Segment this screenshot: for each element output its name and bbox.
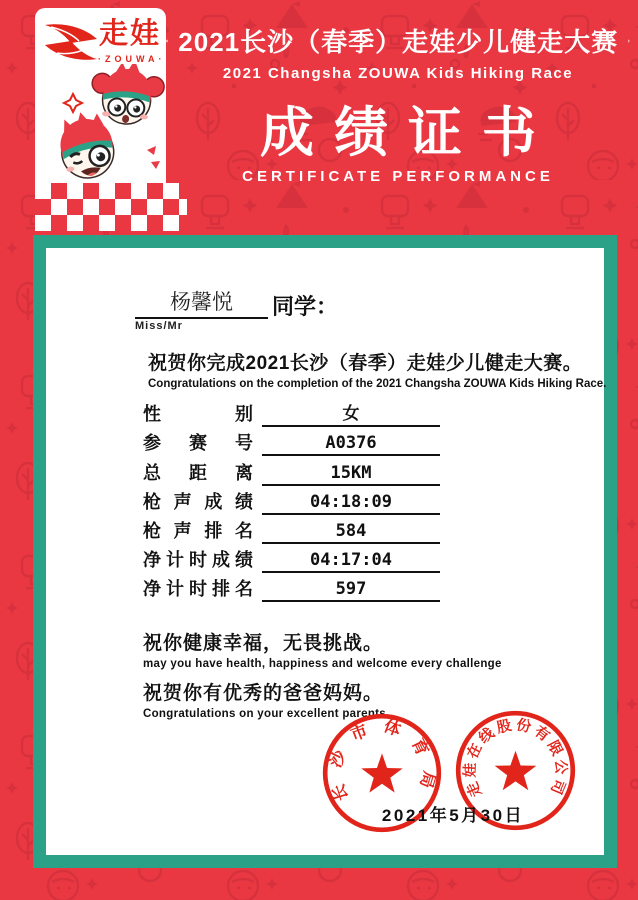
field-value: 597 <box>262 579 440 602</box>
blessing1-cn: 祝你健康幸福，无畏挑战。 <box>143 633 384 654</box>
field-value: 04:18:09 <box>262 492 440 515</box>
event-title-cn: 2021长沙（春季）走娃少儿健走大赛 <box>178 27 619 57</box>
field-label: 枪 声 成 绩 <box>143 491 253 512</box>
stamp-text: 长沙市体育局 <box>324 716 440 804</box>
certificate-date: 2021年5月30日 <box>381 806 525 825</box>
field-label: 枪 声 排 名 <box>143 520 253 541</box>
header <box>166 22 630 185</box>
congratulations-cn: 祝贺你完成2021长沙（春季）走娃少儿健走大赛。 <box>148 353 583 374</box>
field-label: 性 别 <box>143 404 253 425</box>
salutation-label: 同学： <box>272 293 339 319</box>
congratulations-en: Congratulations on the completion of the 2021 Changsha ZOUWA Kids Hiking Race. <box>148 378 607 390</box>
name-row <box>135 286 338 319</box>
field-value: 女 <box>262 399 440 427</box>
field-row-bib-number <box>143 427 440 456</box>
zouwa-wing-logo-icon <box>43 22 99 62</box>
pixel-decor-left-icon <box>166 29 168 53</box>
stamp-text: 走娃在线股份有限公司 <box>462 717 569 800</box>
blessing2-cn: 祝贺你有优秀的爸爸妈妈。 <box>143 683 384 704</box>
result-fields <box>143 398 440 602</box>
girl-mascot <box>88 64 166 128</box>
field-row-gun-time <box>143 486 440 515</box>
congratulations-block <box>148 348 606 390</box>
miss-mr-label: Miss/Mr <box>135 320 183 332</box>
certificate-title-en: CERTIFICATE PERFORMANCE <box>242 168 554 186</box>
field-row-net-rank <box>143 573 440 602</box>
brand-name-en: ·ZOUWA· <box>98 54 166 64</box>
field-value: 15KM <box>262 463 440 486</box>
excitement-marks-icon <box>147 146 160 169</box>
field-label: 总 距 离 <box>143 462 253 483</box>
field-label: 参 赛 号 <box>143 433 253 454</box>
field-value: 04:17:04 <box>262 550 440 573</box>
mascot-characters-illustration <box>35 64 166 190</box>
blessing1-en: may you have health, happiness and welcome every challenge <box>143 658 502 670</box>
brand-name-cn: 走娃 <box>99 18 162 50</box>
participant-name: 杨馨悦 <box>135 286 268 319</box>
field-value: A0376 <box>262 433 440 456</box>
sparkle-icon <box>64 94 82 112</box>
field-label: 净 计 时 排 名 <box>143 579 253 600</box>
event-title-en: 2021 Changsha ZOUWA Kids Hiking Race <box>222 65 574 82</box>
field-value: 584 <box>262 521 440 544</box>
pixel-decor-right-icon <box>628 29 630 53</box>
field-row-gun-rank <box>143 515 440 544</box>
field-label: 净 计 时 成 绩 <box>143 550 253 571</box>
checker-band-decoration <box>35 183 187 231</box>
certificate-title-cn: 成绩证书 <box>260 103 556 163</box>
boy-mascot <box>56 113 118 182</box>
blessing2-en: Congratulations on your excellent parents <box>143 708 386 720</box>
field-row-distance <box>143 456 440 485</box>
field-row-net-time <box>143 544 440 573</box>
field-row-gender <box>143 398 440 427</box>
